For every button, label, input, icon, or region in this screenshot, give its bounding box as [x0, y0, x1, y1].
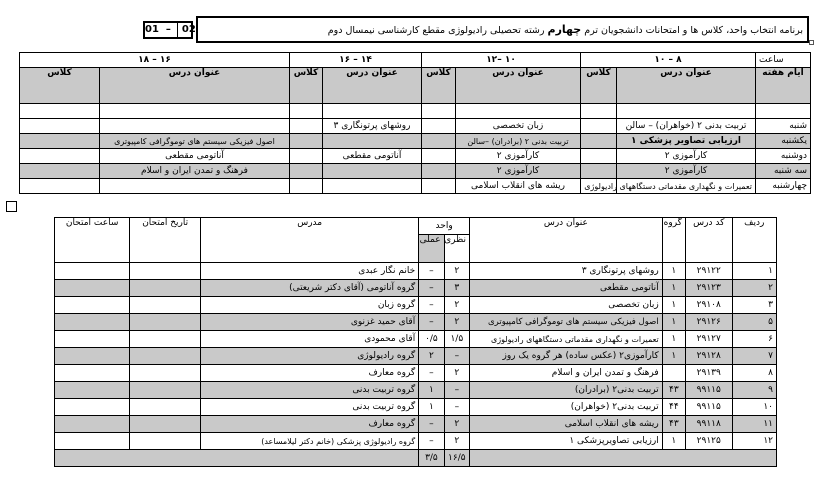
- slot-course: [323, 179, 422, 194]
- row-number: ۱: [732, 263, 776, 280]
- theory-units: –: [444, 348, 469, 365]
- table-row: [55, 433, 777, 450]
- slot-course: کارآموزی ۲: [456, 149, 581, 164]
- course-group: ۱: [662, 314, 685, 331]
- title-suffix: رشته تحصیلی رادیولوژی مقطع کارشناسی نیمسال دوم: [327, 25, 545, 36]
- teacher: گروه معارف: [201, 365, 419, 382]
- day-cell: سه شنبه: [756, 164, 811, 179]
- schedule-row: [20, 134, 811, 149]
- row-number: ۷: [732, 348, 776, 365]
- course-title: کارآموزی۲ (عکس ساده) هر گروه یک روز: [470, 348, 663, 365]
- course-group: ۴۳: [662, 416, 685, 433]
- day-cell: چهارشنبه: [756, 179, 811, 194]
- exam-date: [130, 433, 201, 450]
- exam-time: [55, 416, 130, 433]
- theory-units: ۳: [444, 280, 469, 297]
- table-row: [55, 365, 777, 382]
- teacher: گروه تربیت بدنی: [201, 399, 419, 416]
- exam-date: [130, 331, 201, 348]
- exam-time: [55, 433, 130, 450]
- table-row: [55, 416, 777, 433]
- course-title: تربیت بدنی۲ (برادران): [470, 382, 663, 399]
- theory-units: ۲: [444, 263, 469, 280]
- course-group: ۴۴: [662, 399, 685, 416]
- courses-table: [54, 217, 777, 467]
- total-theory: ۱۶/۵: [444, 450, 469, 467]
- teacher: گروه رادیولوژی پزشکی (خانم دکتر لیلامساعد): [201, 433, 419, 450]
- schedule-row: [20, 149, 811, 164]
- corner-marker: [809, 40, 814, 45]
- teacher: آقای حمید غزنوی: [201, 314, 419, 331]
- slot-course: ارزیابی تصاویر پزشکی ۱: [617, 134, 756, 149]
- teacher: گروه معارف: [201, 416, 419, 433]
- row-number: ۱۱: [732, 416, 776, 433]
- group-header: گروه: [662, 218, 685, 263]
- course-title: تربیت بدنی۲ (خواهران): [470, 399, 663, 416]
- exam-date: [130, 416, 201, 433]
- exam-time: [55, 263, 130, 280]
- practical-units: –: [419, 416, 444, 433]
- teacher-header: مدرس: [201, 218, 419, 263]
- slot-course: اصول فیزیکی سیستم های توموگرافی کامپیوتری: [100, 134, 290, 149]
- total-practical: ۳/۵: [419, 450, 444, 467]
- course-group: ۱: [662, 348, 685, 365]
- teacher: گروه تربیت بدنی: [201, 382, 419, 399]
- schedule-row: [20, 179, 811, 194]
- exam-time: [55, 399, 130, 416]
- table-row: [55, 348, 777, 365]
- code-header: کد درس: [685, 218, 732, 263]
- slot-3-header: ۱۴ – ۱۶: [290, 53, 422, 68]
- exam-time: [55, 365, 130, 382]
- course-group: ۴۳: [662, 382, 685, 399]
- course-code: ۲۹۱۲۷: [685, 331, 732, 348]
- teacher: خانم نگار عبدی: [201, 263, 419, 280]
- exam-time-header: ساعت امتحان: [55, 218, 130, 263]
- theory-units: ۱/۵: [444, 331, 469, 348]
- teacher: گروه زبان: [201, 297, 419, 314]
- theory-units: ۲: [444, 297, 469, 314]
- course-title: زبان تخصصی: [470, 297, 663, 314]
- practical-units: ۱: [419, 382, 444, 399]
- totals-row: [55, 450, 777, 467]
- slot-4-header: ۱۶ – ۱۸: [20, 53, 290, 68]
- course-code: ۲۹۱۲۳: [685, 280, 732, 297]
- title-header: عنوان درس: [470, 218, 663, 263]
- table-row: [55, 263, 777, 280]
- row-number: ۹: [732, 382, 776, 399]
- theory-units: ۲: [444, 314, 469, 331]
- exam-time: [55, 348, 130, 365]
- slot-course: [100, 179, 290, 194]
- course-title: تعمیرات و نگهداری مقدماتی دستگاههای رادیولوژی: [470, 331, 663, 348]
- course-title: ریشه های انقلاب اسلامی: [470, 416, 663, 433]
- slot-course: زبان تخصصی: [456, 119, 581, 134]
- slot-2-header: ۱۰ –۱۲: [422, 53, 581, 68]
- course-title: ارزیابی تصاویرپزشکی ۱: [470, 433, 663, 450]
- teacher: گروه رادیولوژی: [201, 348, 419, 365]
- form-code: 01 – 02: [143, 21, 193, 39]
- row-header: ردیف: [732, 218, 776, 263]
- table-row: [55, 382, 777, 399]
- course-title: اصول فیزیکی سیستم های توموگرافی کامپیوتری: [470, 314, 663, 331]
- course-title: فرهنگ و تمدن ایران و اسلام: [470, 365, 663, 382]
- exam-date: [130, 280, 201, 297]
- theory-units: –: [444, 399, 469, 416]
- exam-time: [55, 280, 130, 297]
- course-title-header: عنوان درس: [323, 68, 422, 104]
- slot-course: روشهای پرتونگاری ۳: [323, 119, 422, 134]
- slot-1-header: ۸ – ۱۰: [581, 53, 756, 68]
- practical-units: –: [419, 263, 444, 280]
- row-number: ۵: [732, 314, 776, 331]
- course-group: ۱: [662, 297, 685, 314]
- course-group: ۱: [662, 331, 685, 348]
- day-cell: دوشنبه: [756, 149, 811, 164]
- row-number: ۶: [732, 331, 776, 348]
- course-code: ۲۹۱۲۶: [685, 314, 732, 331]
- course-code: ۹۹۱۱۸: [685, 416, 732, 433]
- theory-units: –: [444, 382, 469, 399]
- course-title: آناتومی مقطعی: [470, 280, 663, 297]
- course-code: ۲۹۱۰۸: [685, 297, 732, 314]
- exam-date: [130, 348, 201, 365]
- exam-date: [130, 263, 201, 280]
- exam-date: [130, 382, 201, 399]
- course-code: ۹۹۱۱۵: [685, 382, 732, 399]
- slot-course: کارآموزی ۲: [456, 164, 581, 179]
- schedule-row: [20, 119, 811, 134]
- slot-course: کارآموزی ۲: [617, 164, 756, 179]
- teacher: گروه آناتومی (آقای دکتر شریعتی): [201, 280, 419, 297]
- slot-course: آناتومی مقطعی: [100, 149, 290, 164]
- exam-date-header: تاریخ امتحان: [130, 218, 201, 263]
- page-title: [196, 16, 809, 43]
- row-number: ۸: [732, 365, 776, 382]
- checkbox-marker: [6, 201, 17, 212]
- teacher: آقای محمودی: [201, 331, 419, 348]
- exam-date: [130, 399, 201, 416]
- theory-units: ۲: [444, 365, 469, 382]
- practical-units: –: [419, 314, 444, 331]
- course-group: ۱: [662, 263, 685, 280]
- course-group: ۱: [662, 433, 685, 450]
- course-code: ۲۹۱۲۵: [685, 433, 732, 450]
- exam-date: [130, 365, 201, 382]
- theory-units: ۲: [444, 416, 469, 433]
- practical-units: –: [419, 365, 444, 382]
- practical-units: –: [419, 297, 444, 314]
- slot-course: ریشه های انقلاب اسلامی: [456, 179, 581, 194]
- title-prefix: برنامه انتخاب واحد، کلاس ها و امتحانات دانشجویان ترم: [584, 25, 803, 36]
- exam-date: [130, 314, 201, 331]
- practical-units: ۱: [419, 399, 444, 416]
- table-row: [55, 297, 777, 314]
- slot-course: تربیت بدنی ۲ (برادران) –سالن: [456, 134, 581, 149]
- code-part-a: 02: [181, 24, 196, 35]
- schedule-row: [20, 164, 811, 179]
- table-row: [55, 314, 777, 331]
- course-code: ۲۹۱۲۸: [685, 348, 732, 365]
- day-cell: یکشنبه: [756, 134, 811, 149]
- weekly-schedule-table: [19, 52, 811, 194]
- practical-units: –: [419, 433, 444, 450]
- table-row: [55, 280, 777, 297]
- class-header: کلاس: [290, 68, 323, 104]
- exam-time: [55, 382, 130, 399]
- day-header: ایام هفته: [756, 68, 811, 104]
- course-title-header: عنوان درس: [100, 68, 290, 104]
- time-header: ساعت: [756, 53, 811, 68]
- theory-header: نظری: [444, 235, 469, 263]
- code-part-b: 01: [145, 24, 159, 35]
- course-title-header: عنوان درس: [617, 68, 756, 104]
- row-number: ۲: [732, 280, 776, 297]
- exam-time: [55, 297, 130, 314]
- table-row: [55, 331, 777, 348]
- class-header: کلاس: [422, 68, 456, 104]
- day-cell: شنبه: [756, 119, 811, 134]
- slot-course: [323, 164, 422, 179]
- slot-course: [323, 134, 422, 149]
- class-header: کلاس: [581, 68, 617, 104]
- course-code: ۲۹۱۲۲: [685, 263, 732, 280]
- practical-units: –: [419, 280, 444, 297]
- table-row: [55, 399, 777, 416]
- title-term: چهارم: [547, 23, 582, 36]
- exam-time: [55, 314, 130, 331]
- exam-time: [55, 331, 130, 348]
- units-header: واحد: [419, 218, 470, 235]
- course-title: روشهای پرتونگاری ۳: [470, 263, 663, 280]
- practical-units: ۰/۵: [419, 331, 444, 348]
- course-group: [662, 365, 685, 382]
- row-number: ۱۰: [732, 399, 776, 416]
- theory-units: ۲: [444, 433, 469, 450]
- practical-header: عملی: [419, 235, 444, 263]
- course-code: ۲۹۱۳۹: [685, 365, 732, 382]
- slot-course: فرهنگ و تمدن ایران و اسلام: [100, 164, 290, 179]
- class-header: کلاس: [20, 68, 100, 104]
- row-number: ۱۲: [732, 433, 776, 450]
- course-group: ۱: [662, 280, 685, 297]
- slot-course: تربیت بدنی ۲ (خواهران) – سالن: [617, 119, 756, 134]
- course-code: ۹۹۱۱۵: [685, 399, 732, 416]
- exam-date: [130, 297, 201, 314]
- row-number: ۳: [732, 297, 776, 314]
- slot-course: کارآموزی ۲: [617, 149, 756, 164]
- slot-course: [100, 119, 290, 134]
- practical-units: ۲: [419, 348, 444, 365]
- slot-course: آناتومی مقطعی: [323, 149, 422, 164]
- course-title-header: عنوان درس: [456, 68, 581, 104]
- slot-course: تعمیرات و نگهداری مقدماتی دستگاههای رادیولوژی: [617, 179, 756, 194]
